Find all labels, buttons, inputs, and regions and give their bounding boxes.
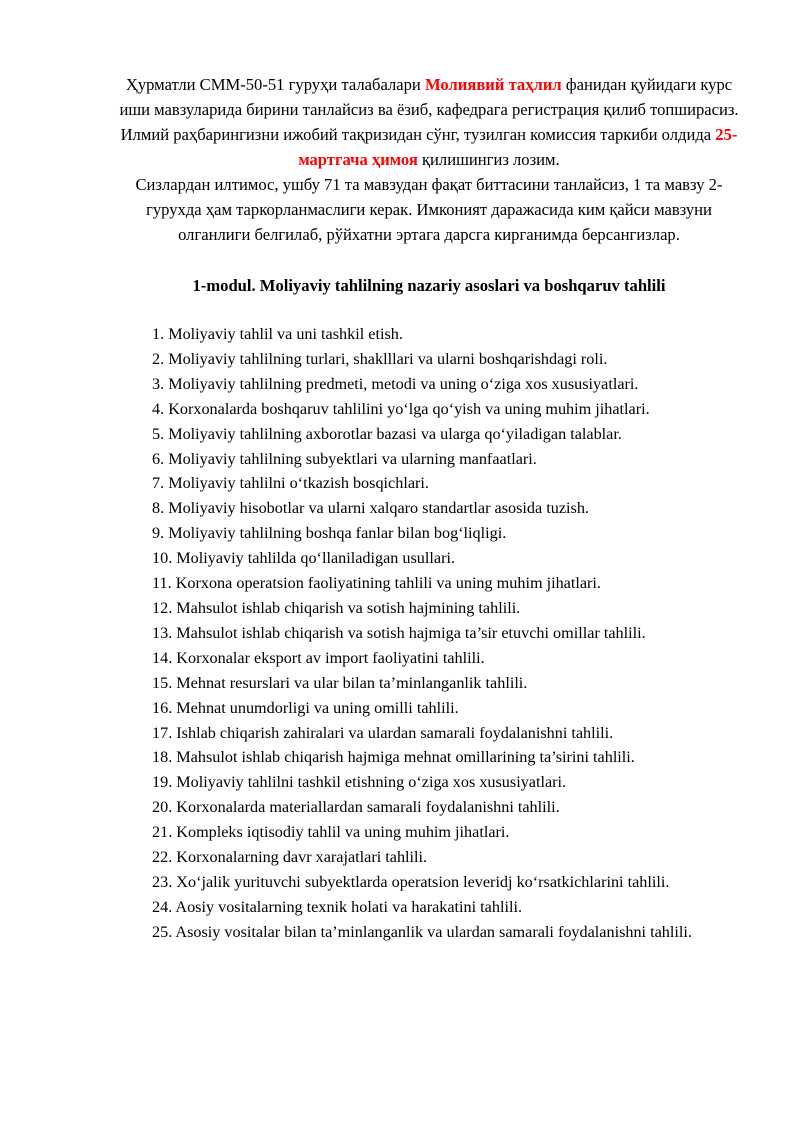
deadline-highlight: 25-мартгача ҳимоя xyxy=(298,125,738,169)
topic-item xyxy=(116,372,742,397)
topic-list xyxy=(116,322,742,945)
topic-number: 7. xyxy=(152,474,165,493)
topic-item xyxy=(116,870,742,895)
topic-number: 24. xyxy=(152,897,173,916)
topic-item xyxy=(116,322,742,347)
topic-text: Moliyaviy tahlil va uni tashkil etish. xyxy=(168,325,403,343)
topic-number: 2. xyxy=(152,349,165,368)
topic-text: Xo‘jalik yurituvchi subyektlarda operatsion leveridj ko‘rsatkichlarini tahlili. xyxy=(176,872,670,891)
intro-paragraph-2: Сизлардан илтимос, ушбу 71 та мавзудан фақат биттасини танлайсиз, 1 та мавзу 2- гурухда ҳам таркорланмаслиги керак. Имконият даражасида ким қайси мавзуни олганлиги белгилаб, рўйхатни эртага дарсга кирганимда берсангизлар. xyxy=(135,175,723,244)
document-page xyxy=(116,72,742,945)
topic-text: Korxona operatsion faoliyatining tahlili va uning muhim jihatlari. xyxy=(175,574,601,593)
topic-text: Moliyaviy tahlilning turlari, shaklllari va ularni boshqarishdagi roli. xyxy=(168,349,608,368)
topic-number: 3. xyxy=(152,374,165,393)
topic-number: 22. xyxy=(152,848,173,867)
topic-text: Korxonalarda materiallardan samarali foydalanishni tahlili. xyxy=(176,798,560,817)
topic-number: 12. xyxy=(152,598,173,617)
topic-number: 1. xyxy=(152,325,165,343)
topic-item xyxy=(116,671,742,696)
topic-number: 20. xyxy=(152,798,173,817)
topic-number: 19. xyxy=(152,773,173,792)
topic-item xyxy=(116,521,742,546)
topic-text: Korxonalarning davr xarajatlari tahlili. xyxy=(176,848,428,867)
topic-number: 4. xyxy=(152,399,165,418)
topic-text: Mahsulot ishlab chiqarish va sotish hajmining tahlili. xyxy=(176,598,521,617)
topic-text: Mahsulot ishlab chiqarish hajmiga mehnat omillarining ta’sirini tahlili. xyxy=(176,748,635,767)
topic-item xyxy=(116,596,742,621)
topic-text: Korxonalar eksport av import faoliyatini tahlili. xyxy=(176,648,485,667)
topic-number: 18. xyxy=(152,748,173,767)
subject-name-highlight: Молиявий таҳлил xyxy=(424,75,562,94)
module-heading: 1-modul. Moliyaviy tahlilning nazariy asoslari va boshqaruv tahlili xyxy=(192,276,666,295)
topic-number: 9. xyxy=(152,524,165,543)
topic-text: Ishlab chiqarish zahiralari va ulardan samarali foydalanishni tahlili. xyxy=(176,723,614,742)
topic-item xyxy=(116,621,742,646)
topic-item xyxy=(116,347,742,372)
topic-item xyxy=(116,571,742,596)
topic-number: 14. xyxy=(152,648,173,667)
topic-number: 10. xyxy=(152,549,173,568)
topic-number: 15. xyxy=(152,673,173,692)
topic-item xyxy=(116,397,742,422)
topic-item xyxy=(116,471,742,496)
topic-number: 5. xyxy=(152,424,165,443)
topic-text: Moliyaviy tahlilning subyektlari va ularning manfaatlari. xyxy=(168,449,537,468)
topic-number: 25. xyxy=(152,922,173,941)
topic-item xyxy=(116,721,742,746)
topic-item xyxy=(116,920,742,945)
topic-item xyxy=(116,496,742,521)
topic-text: Moliyaviy tahlilni o‘tkazish bosqichlari. xyxy=(168,474,429,493)
topic-item xyxy=(116,845,742,870)
topic-number: 23. xyxy=(152,872,173,891)
topic-number: 6. xyxy=(152,449,165,468)
topic-text: Kompleks iqtisodiy tahlil va uning muhim jihatlari. xyxy=(176,823,510,842)
topic-number: 17. xyxy=(152,723,173,742)
topic-item xyxy=(116,795,742,820)
topic-text: Moliyaviy tahlilning boshqa fanlar bilan bog‘liqligi. xyxy=(168,524,507,543)
topic-number: 16. xyxy=(152,698,173,717)
topic-text: Moliyaviy hisobotlar va ularni xalqaro standartlar asosida tuzish. xyxy=(168,499,589,518)
topic-number: 8. xyxy=(152,499,165,518)
topic-number: 11. xyxy=(152,574,172,593)
intro-text-b: фанидан қуйидаги курс иши мавзуларида бирини танлайсиз ва ёзиб, кафедрага регистрация қилиб топширасиз. Илмий раҳбарингизни ижобий тақризидан сўнг, тузилган комиссия таркиби олдида xyxy=(119,75,739,144)
topic-item xyxy=(116,770,742,795)
topic-text: Moliyaviy tahlilda qo‘llaniladigan usullari. xyxy=(176,549,456,568)
topic-item xyxy=(116,895,742,920)
topic-text: Mehnat unumdorligi va uning omilli tahlili. xyxy=(176,698,459,717)
intro-text-c: қилишингиз лозим. xyxy=(417,150,560,169)
topic-text: Moliyaviy tahlilning predmeti, metodi va uning o‘ziga xos xususiyatlari. xyxy=(168,374,639,393)
topic-item xyxy=(116,745,742,770)
topic-item xyxy=(116,820,742,845)
topic-text: Moliyaviy tahlilni tashkil etishning o‘ziga xos xususiyatlari. xyxy=(176,773,567,792)
intro-text-a: Ҳурматли СММ-50-51 гуруҳи талабалари xyxy=(125,75,425,94)
topic-item xyxy=(116,696,742,721)
intro-paragraph-1 xyxy=(116,72,742,172)
topic-text: Mahsulot ishlab chiqarish va sotish hajmiga ta’sir etuvchi omillar tahlili. xyxy=(176,623,646,642)
topic-text: Aosiy vositalarning texnik holati va harakatini tahlili. xyxy=(175,897,522,916)
topic-item xyxy=(116,646,742,671)
topic-text: Mehnat resurslari va ular bilan ta’minlanganlik tahlili. xyxy=(176,673,528,692)
topic-number: 13. xyxy=(152,623,173,642)
intro-block xyxy=(116,72,742,247)
topic-item xyxy=(116,447,742,472)
topic-text: Asosiy vositalar bilan ta’minlanganlik va ulardan samarali foydalanishni tahlili. xyxy=(175,922,692,941)
topic-number: 21. xyxy=(152,823,173,842)
topic-text: Korxonalarda boshqaruv tahlilini yo‘lga qo‘yish va uning muhim jihatlari. xyxy=(168,399,650,418)
topic-item xyxy=(116,546,742,571)
topic-item xyxy=(116,422,742,447)
topic-text: Moliyaviy tahlilning axborotlar bazasi va ularga qo‘yiladigan talablar. xyxy=(168,424,622,443)
